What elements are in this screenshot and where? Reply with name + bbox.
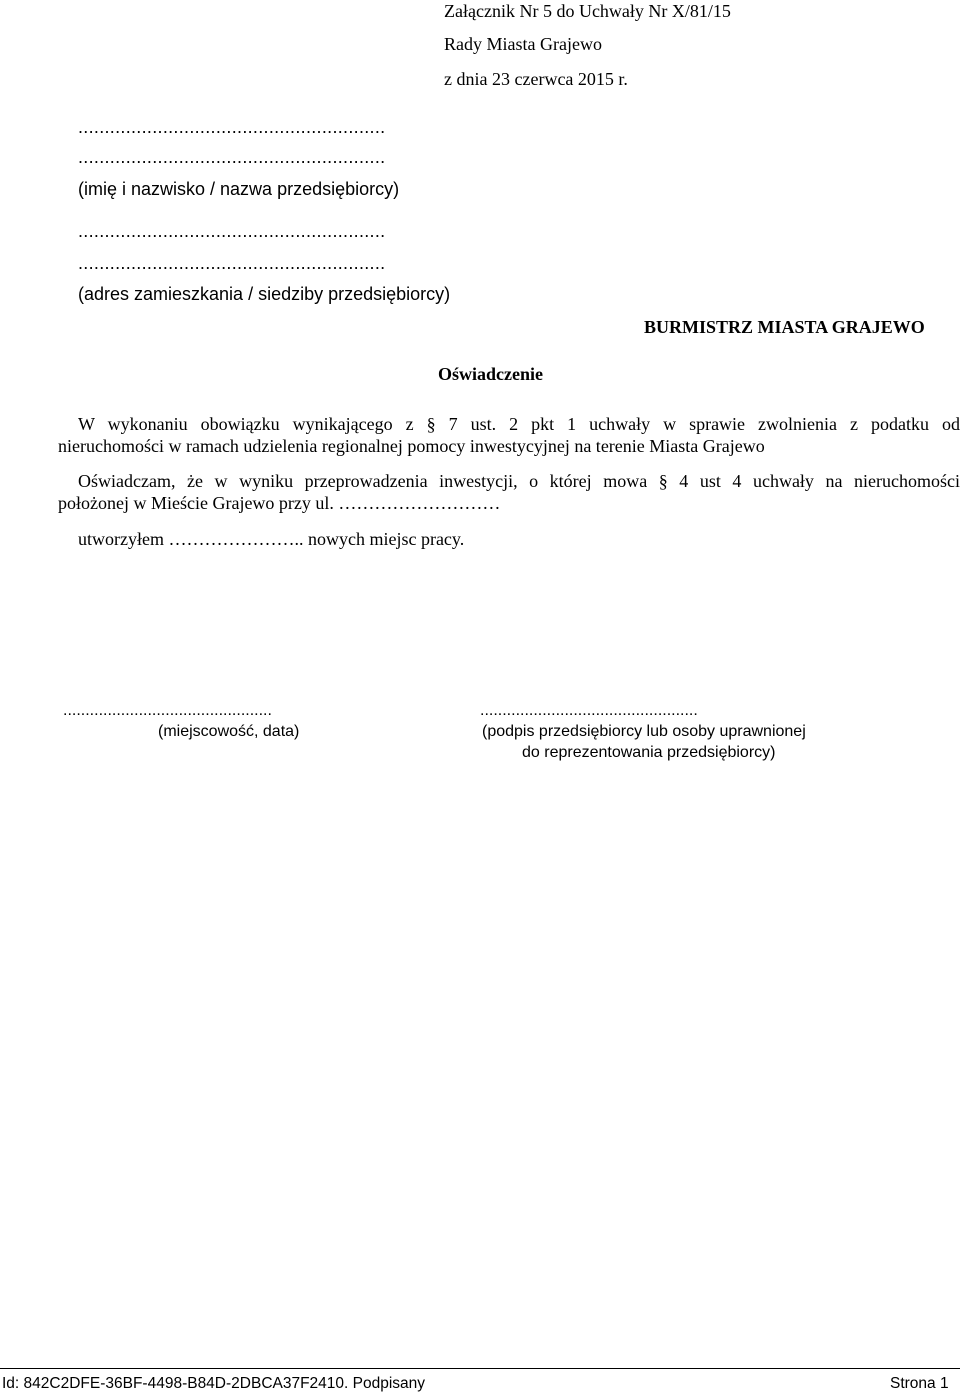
name-dotted-line-1: .......................................................... — [78, 117, 386, 137]
paragraph-jobs-created: utworzyłem ………………….. nowych miejsc pracy. — [78, 529, 465, 549]
paragraph-declaration-line-2: położonej w Mieście Grajewo przy ul. ……………………… — [58, 492, 501, 513]
annex-date: z dnia 23 czerwca 2015 r. — [444, 69, 628, 89]
name-caption: (imię i nazwisko / nazwa przedsiębiorcy) — [78, 179, 400, 199]
place-date-dotted-line: ............................................... — [63, 702, 272, 719]
annex-title: Załącznik Nr 5 do Uchwały Nr X/81/15 — [444, 1, 731, 21]
paragraph-legal-basis-line-1: W wykonaniu obowiązku wynikającego z § 7 ust. 2 pkt 1 uchwały w sprawie zwolnienia z podatku od — [78, 414, 960, 434]
signature-dotted-line: ................................................. — [480, 702, 698, 719]
annex-council: Rady Miasta Grajewo — [444, 34, 602, 54]
signature-caption-line-1: (podpis przedsiębiorcy lub osoby uprawnionej — [482, 723, 806, 740]
footer-page-number: Strona 1 — [890, 1375, 949, 1392]
address-caption: (adres zamieszkania / siedziby przedsiębiorcy) — [78, 284, 451, 304]
recipient: BURMISTRZ MIASTA GRAJEWO — [644, 317, 925, 337]
paragraph-declaration — [58, 471, 960, 515]
name-dotted-line-2: .......................................................... — [78, 147, 386, 167]
paragraph-legal-basis — [58, 414, 960, 458]
footer-divider — [0, 1368, 960, 1369]
footer-document-id: Id: 842C2DFE-36BF-4498-B84D-2DBCA37F2410. Podpisany — [2, 1375, 426, 1392]
document-title: Oświadczenie — [438, 364, 543, 384]
paragraph-legal-basis-line-2: nieruchomości w ramach udzielenia regionalnej pomocy inwestycyjnej na terenie Miasta Grajewo — [58, 435, 765, 456]
signature-caption-line-2: do reprezentowania przedsiębiorcy) — [522, 744, 776, 761]
paragraph-declaration-line-1: Oświadczam, że w wyniku przeprowadzenia inwestycji, o której mowa § 4 ust 4 uchwały na nieruchomości — [78, 471, 960, 491]
place-date-caption: (miejscowość, data) — [158, 723, 300, 740]
address-dotted-line-1: .......................................................... — [78, 221, 386, 241]
address-dotted-line-2: .......................................................... — [78, 253, 386, 273]
